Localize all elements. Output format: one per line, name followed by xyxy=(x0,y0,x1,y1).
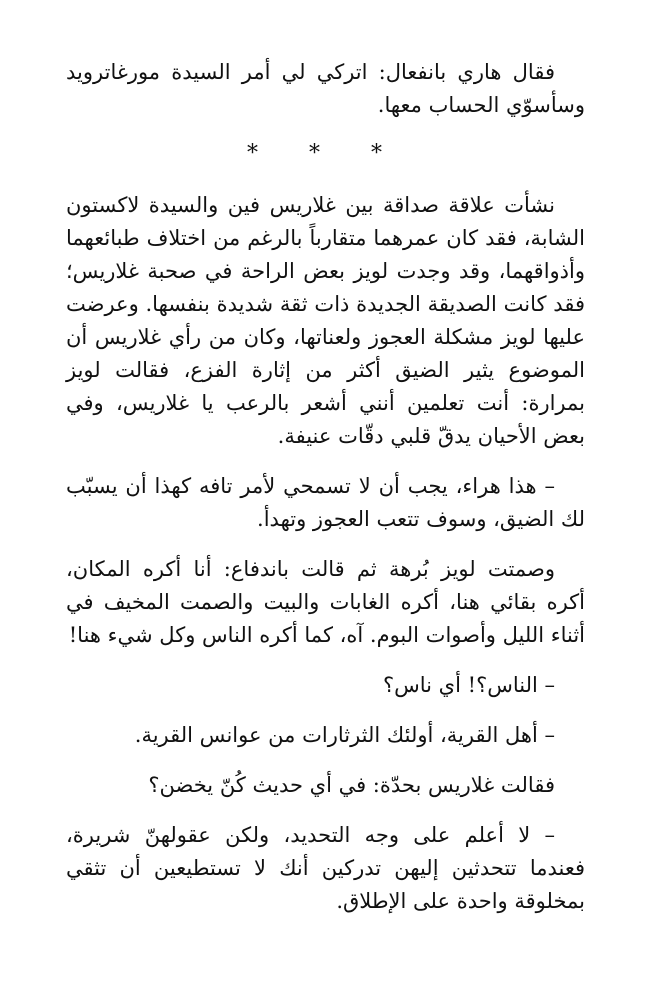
paragraph-people-question: – الناس؟! أي ناس؟ xyxy=(382,673,555,697)
paragraph-evil-minds: – لا أعلم على وجه التحديد، ولكن عقولهنّ شريرة، فعندما تتحدثين إليهن تدركين أنك لا تستطيعين أن تثقي بمخلوقة واحدة على الإطلاق. xyxy=(66,823,585,913)
paragraph-friendship: نشأت علاقة صداقة بين غلاريس فين والسيدة لاكستون الشابة، فقد كان عمرهما متقارباً بالرغم من اختلاف طبائعهما وأذواقهما، وقد وجدت لويز بعض الراحة في صحبة غلاريس؛ فقد كانت الصديقة الجديدة ذات ثقة شديدة بنفسها. وعرضت عليها لويز مشكلة العجوز ولعناتها، وكان من رأي غلاريس أن الموضوع يثير الضيق أكثر من إثارة الفزع، فقالت لويز بمرارة: أنت تعلمين أنني أشعر بالرعب يا غلاريس، وفي بعض الأحيان يدقّ قلبي دقّات عنيفة. xyxy=(66,193,585,448)
paragraph-village-people: – أهل القرية، أولئك الثرثارات من عوانس القرية. xyxy=(134,723,555,747)
section-separator: * * * xyxy=(247,141,404,166)
paragraph-louise-hates: وصمتت لويز بُرهة ثم قالت باندفاع: أنا أكره المكان، أكره بقائي هنا، أكره الغابات والبيت والصمت المخيف في أثناء الليل وأصوات البوم. آه، كما أكره الناس وكل شيء هنا! xyxy=(66,557,585,647)
paragraph-harry-reply: فقال هاري بانفعال: اتركي لي أمر السيدة مورغاترويد وسأسوّي الحساب معها. xyxy=(66,60,585,117)
paragraph-glaris-sharply: فقالت غلاريس بحدّة: في أي حديث كُنّ يخضن؟ xyxy=(148,773,555,797)
paragraph-nonsense: – هذا هراء، يجب أن لا تسمحي لأمر تافه كهذا أن يسبّب لك الضيق، وسوف تتعب العجوز وتهدأ. xyxy=(66,474,585,531)
